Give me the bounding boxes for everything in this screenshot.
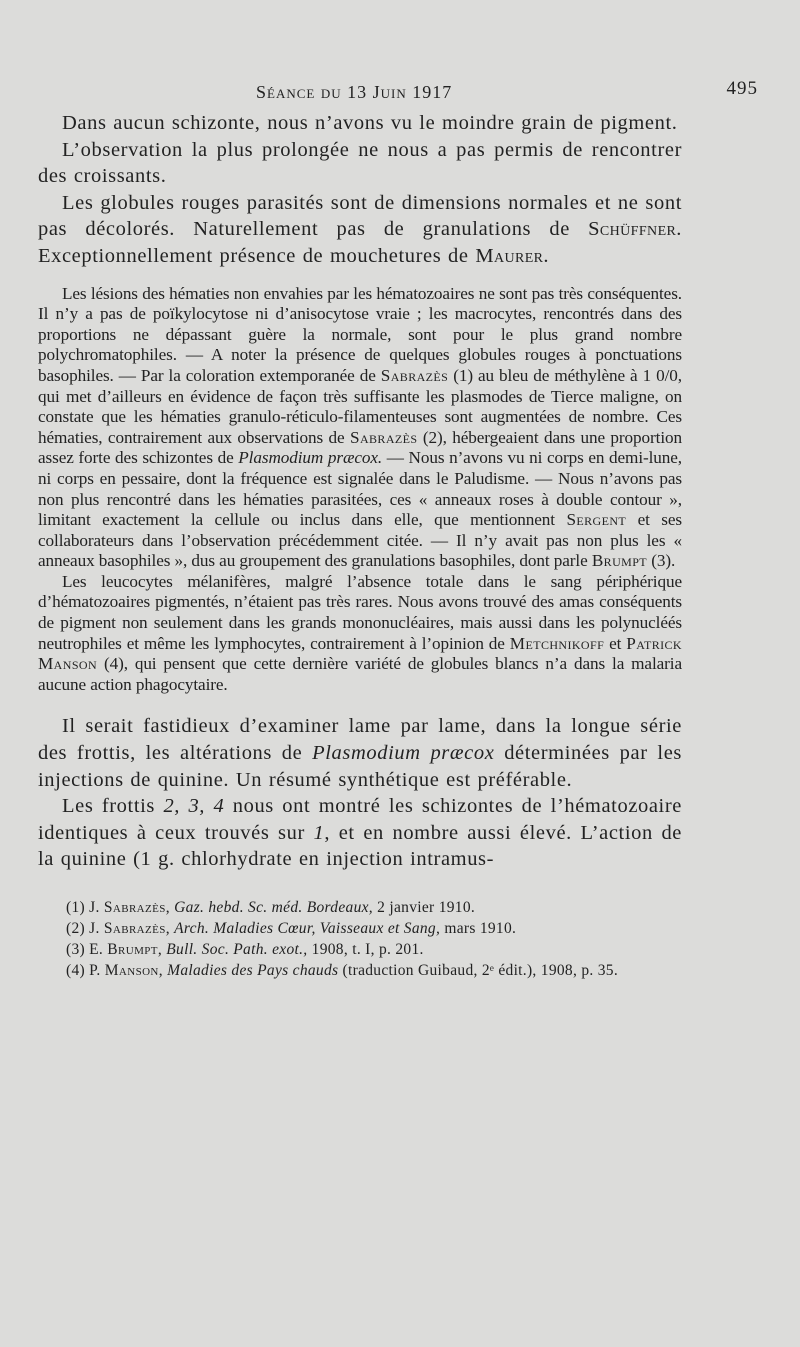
footnote-3: (3) E. Brumpt, Bull. Soc. Path. exot., 1908, t. I, p. 201. xyxy=(66,941,424,958)
running-title: Séance du 13 Juin 1917 xyxy=(256,82,453,102)
paragraph-pigment: Dans aucun schizonte, nous n’avons vu le moindre grain de pigment. xyxy=(62,112,678,134)
paragraph-frottis-serie: Il serait fastidieux d’examiner lame par lame, dans la longue série des frottis, les altérations de Plasmodium præcox déterminées par les injections de quinine. Un résumé synthétique est préférable. xyxy=(38,715,682,791)
footnotes xyxy=(50,897,682,981)
page-number: 495 xyxy=(726,78,758,99)
footnote-4: (4) P. Manson, Maladies des Pays chauds (traduction Guibaud, 2ᵉ édit.), 1908, p. 35. xyxy=(66,962,618,979)
paragraph-leucocytes: Les leucocytes mélanifères, malgré l’absence totale dans le sang périphérique d’hématozoaires pigmentés, n’étaient pas très rares. Nous avons trouvé des amas conséquents de pigment non seulement dans les grands mononucléaires, mais aussi dans les polynucléés neutrophiles et même les lymphocytes, contrairement à l’opinion de Metchnikoff et Patrick Manson (4), qui pensent que cette dernière variété de globules blancs n’a dans la malaria aucune action phagocytaire. xyxy=(38,571,682,694)
paragraph-frottis-2-3-4: Les frottis 2, 3, 4 nous ont montré les schizontes de l’hématozoaire identiques à ceux trouvés sur 1, et en nombre aussi élevé. L’action de la quinine (1 g. chlorhydrate en injection intramus- xyxy=(38,795,682,871)
paragraph-globules: Les globules rouges parasités sont de dimensions normales et ne sont pas décolorés. Naturellement pas de granulations de Schüffner. Exceptionnellement présence de mouchetures de Maurer. xyxy=(38,191,682,267)
footnote-1: (1) J. Sabrazès, Gaz. hebd. Sc. méd. Bordeaux, 2 janvier 1910. xyxy=(66,899,476,916)
footnote-2: (2) J. Sabrazès, Arch. Maladies Cœur, Vaisseaux et Sang, mars 1910. xyxy=(66,920,517,937)
paragraph-croissants: L’observation la plus prolongée ne nous a pas permis de rencontrer des croissants. xyxy=(38,138,682,188)
running-header xyxy=(38,78,758,110)
paragraph-lesions: Les lésions des hématies non envahies par les hématozoaires ne sont pas très conséquentes. Il n’y a pas de poïkylocytose ni d’anisocytose vraie ; les macrocytes, rencontrés dans des proportions ne dépassant guère la normale, sont pour le plus grand nombre polychromatophiles. — A noter la présence de quelques globules rouges à ponctuations basophiles. — Par la coloration extemporanée de Sabrazès (1) au bleu de méthylène à 1 0/0, qui met d’ailleurs en évidence de façon très suffisante les plasmodes de Tierce maligne, on constate que les hématies granulo-réticulo-filamenteuses sont augmentées de nombre. Ces hématies, contrairement aux observations de Sabrazès (2), hébergeaient dans une proportion assez forte des schizontes de Plasmodium præcox. — Nous n’avons vu ni corps en demi-lune, ni corps en pessaire, dont la fréquence est signalée dans le Paludisme. — Nous n’avons pas non plus rencontré dans les hématies parasitées, ces « anneaux roses à double contour », limitant exactement la cellule ou inclus dans elle, que mentionnent Sergent et ses collaborateurs dans l’observation précédemment citée. — Il n’y avait pas non plus les « anneaux basophiles », dus au groupement des granulations basophiles, dont parle Brumpt (3). xyxy=(38,283,683,571)
